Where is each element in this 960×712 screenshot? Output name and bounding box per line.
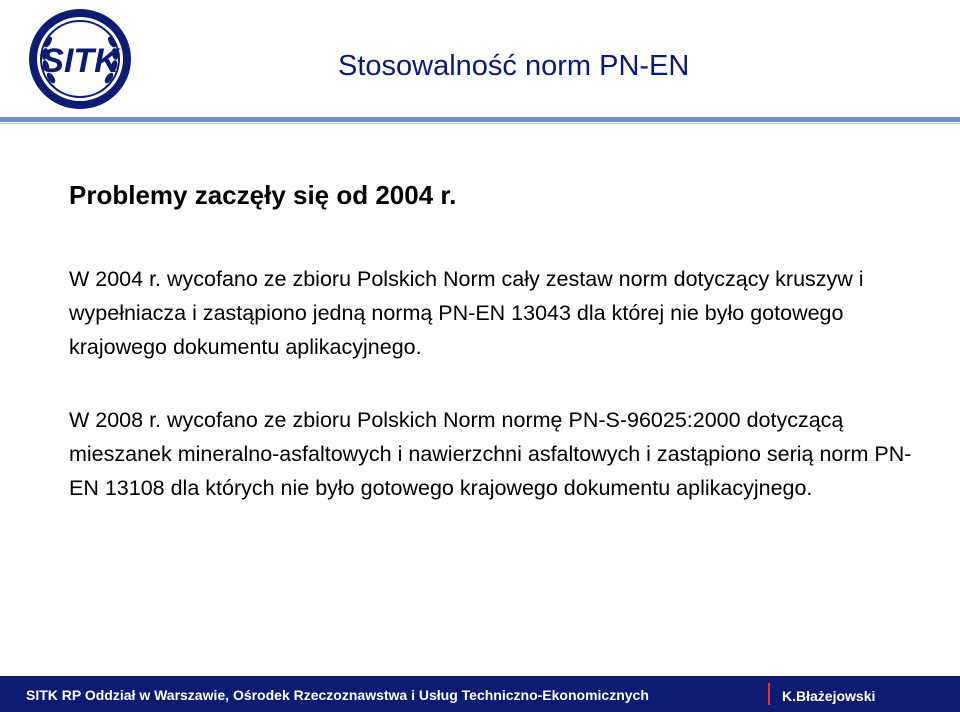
header-divider-thin: [0, 123, 960, 124]
svg-text:SITK: SITK: [41, 42, 119, 80]
section-heading: Problemy zaczęły się od 2004 r.: [69, 180, 457, 210]
slide-title: Stosowalność norm PN-EN: [338, 50, 690, 82]
footer-organization: SITK RP Oddział w Warszawie, Ośrodek Rzeczoznawstwa i Usług Techniczno-Ekonomicznych: [26, 687, 649, 703]
sitk-logo: [26, 6, 134, 112]
footer-separator: [768, 683, 770, 705]
footer-author: K.Błażejowski: [782, 688, 876, 704]
header-divider: [0, 117, 960, 122]
paragraph-2008: W 2008 r. wycofano ze zbioru Polskich Norm normę PN-S-96025:2000 dotyczącą mieszanek mineralno-asfaltowych i nawierzchni asfaltowych i zastąpiono serią norm PN-EN 13108 dla których nie było gotowego krajowego dokumentu aplikacyjnego.: [69, 408, 912, 500]
paragraph-2004: W 2004 r. wycofano ze zbioru Polskich Norm cały zestaw norm dotyczący kruszyw i wypełniacza i zastąpiono jedną normą PN-EN 13043 dla której nie było gotowego krajowego dokumentu aplikacyjnego.: [69, 267, 864, 359]
